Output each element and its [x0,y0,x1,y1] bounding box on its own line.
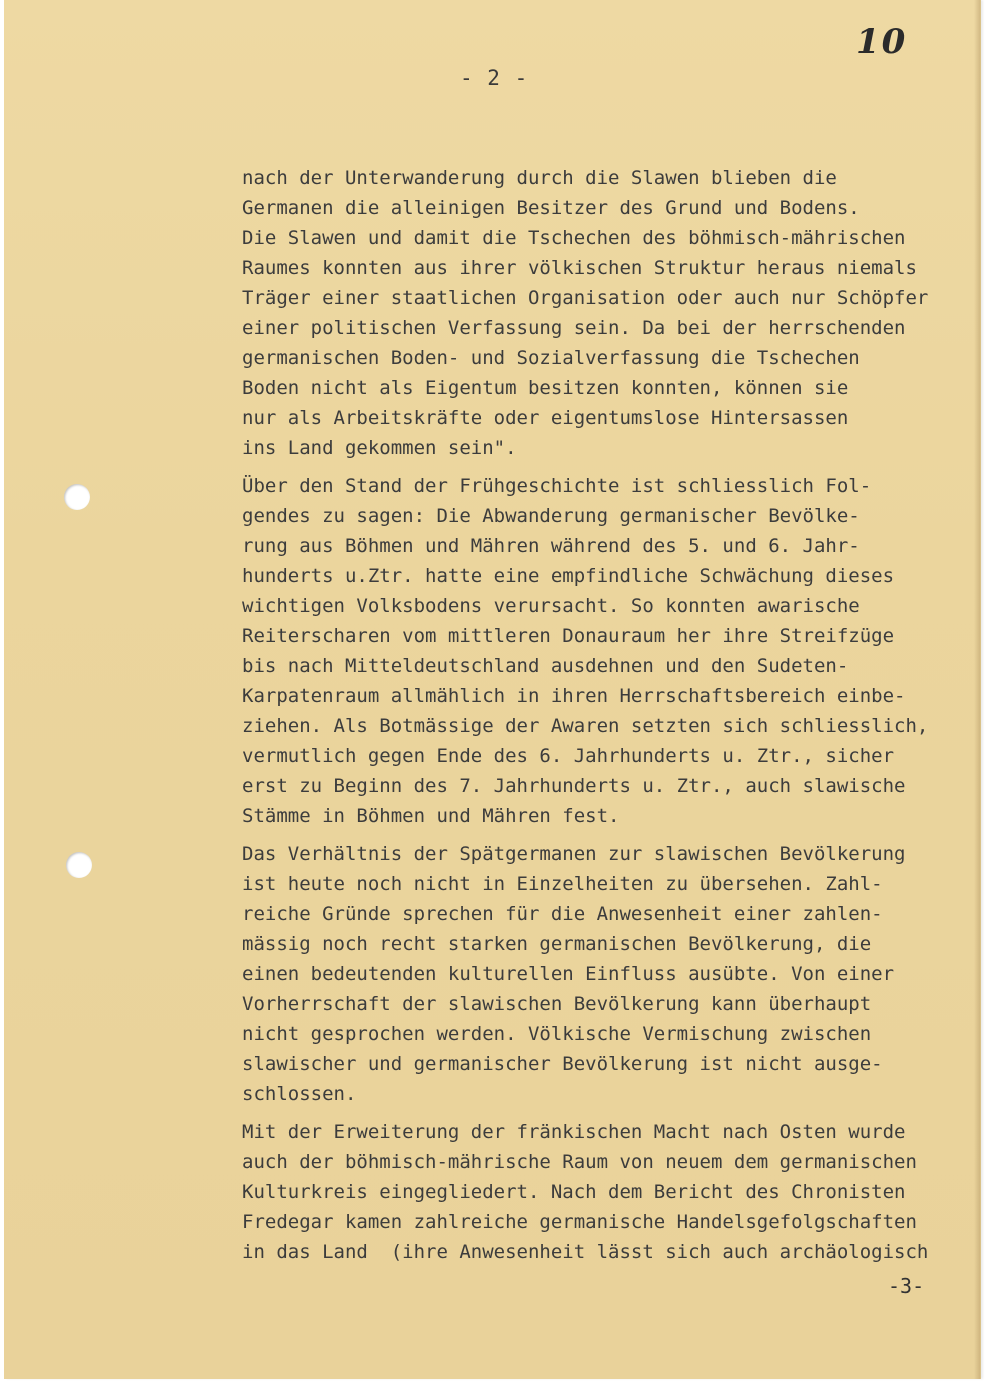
text-line: schlossen. [242,1083,357,1105]
text-line: Raumes konnten aus ihrer völkischen Struktur heraus niemals [242,257,917,279]
text-line: in das Land (ihre Anwesenheit lässt sich auch archäologisch [242,1241,929,1263]
text-line: bis nach Mitteldeutschland ausdehnen und den Sudeten- [242,655,849,677]
text-line: auch der böhmisch-mährische Raum von neuem dem germanischen [242,1151,917,1173]
text-line: rung aus Böhmen und Mähren während des 5. und 6. Jahr- [242,535,860,557]
paragraph-2 [242,471,980,831]
punch-hole-upper [64,484,90,510]
text-line: wichtigen Volksbodens verursacht. So konnten awarische [242,595,860,617]
text-line: vermutlich gegen Ende des 6. Jahrhunderts u. Ztr., sicher [242,745,895,767]
text-line: Die Slawen und damit die Tschechen des böhmisch-mährischen [242,227,906,249]
text-line: germanischen Boden- und Sozialverfassung die Tschechen [242,347,860,369]
text-line: Stämme in Böhmen und Mähren fest. [242,805,620,827]
text-line: Vorherrschaft der slawischen Bevölkerung kann überhaupt [242,993,872,1015]
text-line: erst zu Beginn des 7. Jahrhunderts u. Ztr., auch slawische [242,775,906,797]
paragraph-4 [242,1117,980,1267]
continuation-marker: -3- [888,1274,925,1298]
text-line: Träger einer staatlichen Organisation oder auch nur Schöpfer [242,287,929,309]
text-line: nicht gesprochen werden. Völkische Vermischung zwischen [242,1023,872,1045]
text-line: Reiterscharen vom mittleren Donauraum her ihre Streifzüge [242,625,895,647]
paper-sheet [4,0,980,1379]
text-line: Boden nicht als Eigentum besitzen konnten, können sie [242,377,849,399]
text-line: Karpatenraum allmählich in ihren Herrschaftsbereich einbe- [242,685,906,707]
text-line: nur als Arbeitskräfte oder eigentumslose Hintersassen [242,407,849,429]
paragraph-3 [242,839,980,1109]
text-line: einen bedeutenden kulturellen Einfluss ausübte. Von einer [242,963,895,985]
text-line: Das Verhältnis der Spätgermanen zur slawischen Bevölkerung [242,843,906,865]
page-number: - 2 - [460,66,529,90]
text-line: hunderts u.Ztr. hatte eine empfindliche Schwächung dieses [242,565,895,587]
text-line: ins Land gekommen sein". [242,437,517,459]
paragraph-1 [242,163,980,463]
text-line: Mit der Erweiterung der fränkischen Macht nach Osten wurde [242,1121,906,1143]
text-line: Über den Stand der Frühgeschichte ist schliesslich Fol- [242,475,872,497]
text-line: ist heute noch nicht in Einzelheiten zu übersehen. Zahl- [242,873,883,895]
handwritten-folio-number: 10 [856,22,908,62]
text-line: reiche Gründe sprechen für die Anwesenheit einer zahlen- [242,903,883,925]
text-line: Kulturkreis eingegliedert. Nach dem Bericht des Chronisten [242,1181,906,1203]
text-line: nach der Unterwanderung durch die Slawen blieben die [242,167,837,189]
text-line: gendes zu sagen: Die Abwanderung germanischer Bevölke- [242,505,860,527]
text-line: Germanen die alleinigen Besitzer des Grund und Bodens. [242,197,860,219]
text-line: ziehen. Als Botmässige der Awaren setzten sich schliesslich, [242,715,929,737]
body-text [242,163,980,1275]
text-line: slawischer und germanischer Bevölkerung ist nicht ausge- [242,1053,883,1075]
punch-hole-lower [66,852,92,878]
text-line: einer politischen Verfassung sein. Da bei der herrschenden [242,317,906,339]
text-line: Fredegar kamen zahlreiche germanische Handelsgefolgschaften [242,1211,917,1233]
text-line: mässig noch recht starken germanischen Bevölkerung, die [242,933,872,955]
